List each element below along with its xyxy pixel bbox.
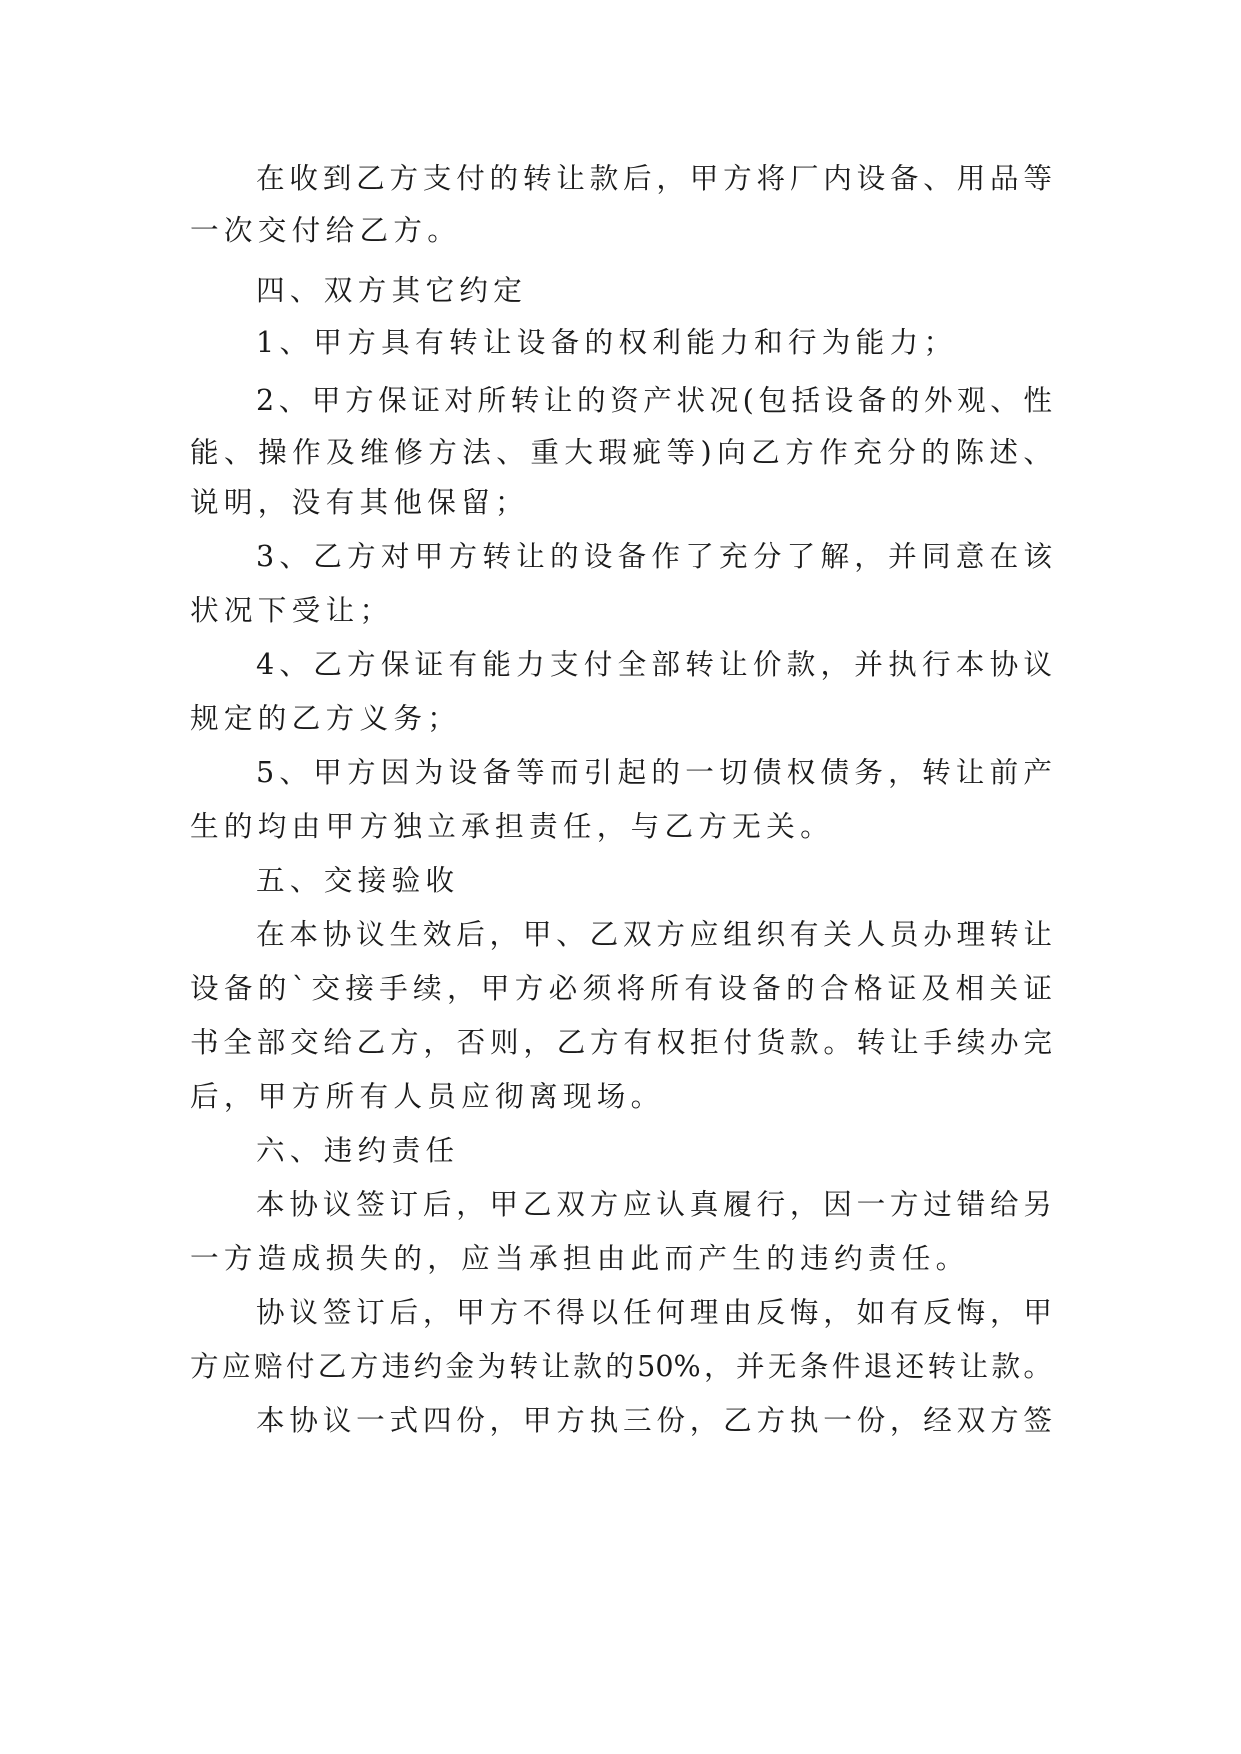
- text-line: 协议签订后，甲方不得以任何理由反悔，如有反悔，甲: [256, 1295, 1052, 1329]
- section-heading: 六、违约责任: [256, 1133, 460, 1167]
- text-line: 规定的乙方义务；: [190, 701, 462, 735]
- text-line: 3、乙方对甲方转让的设备作了充分了解，并同意在该: [256, 539, 1052, 573]
- section-heading: 四、双方其它约定: [256, 273, 528, 307]
- text-line: 4、乙方保证有能力支付全部转让价款，并执行本协议: [256, 647, 1052, 681]
- text-line: 在本协议生效后，甲、乙双方应组织有关人员办理转让: [256, 917, 1052, 951]
- text-line: 方应赔付乙方违约金为转让款的50%，并无条件退还转让款。: [190, 1349, 1052, 1383]
- text-line: 5、甲方因为设备等而引起的一切债权债务，转让前产: [256, 755, 1052, 789]
- text-line: 状况下受让；: [190, 593, 394, 627]
- text-line: 说明，没有其他保留；: [190, 485, 529, 519]
- text-line: 本协议一式四份，甲方执三份，乙方执一份，经双方签: [256, 1403, 1052, 1437]
- text-line: 设备的`交接手续，甲方必须将所有设备的合格证及相关证: [190, 971, 1052, 1005]
- text-line: 能、操作及维修方法、重大瑕疵等)向乙方作充分的陈述、: [190, 435, 1052, 469]
- text-line: 后，甲方所有人员应彻离现场。: [190, 1079, 665, 1113]
- text-line: 本协议签订后，甲乙双方应认真履行，因一方过错给另: [256, 1187, 1052, 1221]
- section-heading: 五、交接验收: [256, 863, 460, 897]
- text-line: 书全部交给乙方，否则，乙方有权拒付货款。转让手续办完: [190, 1025, 1052, 1059]
- text-line: 1、甲方具有转让设备的权利能力和行为能力；: [256, 325, 958, 359]
- text-line: 2、甲方保证对所转让的资产状况(包括设备的外观、性: [256, 383, 1052, 417]
- text-line: 一次交付给乙方。: [190, 213, 462, 247]
- text-line: 在收到乙方支付的转让款后，甲方将厂内设备、用品等: [256, 161, 1052, 195]
- text-line: 生的均由甲方独立承担责任，与乙方无关。: [190, 809, 834, 843]
- text-line: 一方造成损失的，应当承担由此而产生的违约责任。: [190, 1241, 970, 1275]
